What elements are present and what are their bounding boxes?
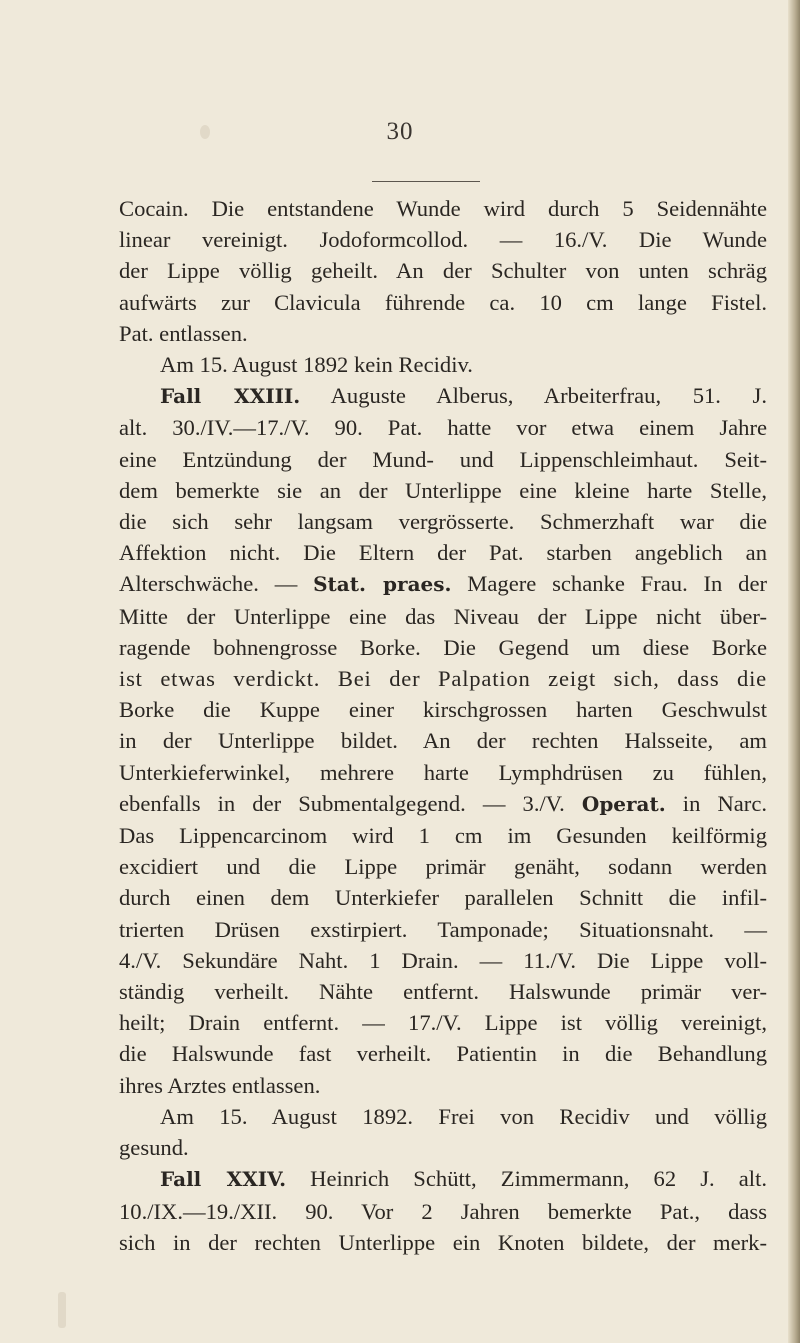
text-line: linear vereinigt. Jodoformcollod. — 16./V. Die Wunde bbox=[119, 227, 767, 253]
text-fragment: in Narc. bbox=[665, 790, 768, 816]
section-label: Operat. bbox=[581, 791, 666, 816]
text-line: Am 15. August 1892. Frei von Recidiv und völlig bbox=[160, 1103, 767, 1129]
text-line: in der Unterlippe bildet. An der rechten Halsseite, am bbox=[119, 728, 767, 754]
text-line: Affektion nicht. Die Eltern der Pat. starben angeblich an bbox=[119, 540, 767, 566]
case-heading-line bbox=[119, 1163, 767, 1195]
case-heading-line bbox=[119, 380, 767, 412]
page-number-rule bbox=[372, 181, 480, 182]
text-line: eine Entzündung der Mund- und Lippenschleimhaut. Seit- bbox=[119, 446, 767, 472]
text-line: die Halswunde fast verheilt. Patientin in die Behandlung bbox=[119, 1041, 767, 1067]
text-line: durch einen dem Unterkiefer parallelen Schnitt die infil- bbox=[119, 885, 767, 911]
text-line: alt. 30./IV.—17./V. 90. Pat. hatte vor etwa einem Jahre bbox=[119, 415, 767, 441]
text-line: 4./V. Sekundäre Naht. 1 Drain. — 11./V. Die Lippe voll- bbox=[119, 947, 767, 973]
text-fragment: ebenfalls in der Submentalgegend. — 3./V. bbox=[119, 790, 582, 816]
text-line: ist etwas verdickt. Bei der Palpation zeigt sich, dass die bbox=[119, 666, 767, 692]
text-line: trierten Drüsen exstirpiert. Tamponade; Situationsnaht. — bbox=[119, 916, 767, 942]
section-label: Stat. praes. bbox=[313, 572, 452, 597]
page-number: 30 bbox=[386, 118, 414, 145]
text-line: heilt; Drain entfernt. — 17./V. Lippe ist völlig vereinigt, bbox=[119, 1010, 767, 1036]
text-line: Pat. entlassen. bbox=[119, 320, 248, 346]
text-line: gesund. bbox=[119, 1135, 189, 1161]
text-line: ständig verheilt. Nähte entfernt. Halswunde primär ver- bbox=[119, 979, 767, 1005]
text-line: Cocain. Die entstandene Wunde wird durch 5 Seidennähte bbox=[119, 196, 767, 221]
text-fragment: Heinrich Schütt, Zimmermann, 62 J. alt. bbox=[286, 1166, 767, 1192]
text-line: der Lippe völlig geheilt. An der Schulter von unten schräg bbox=[119, 258, 767, 284]
text-line: die sich sehr langsam vergrösserte. Schmerzhaft war die bbox=[119, 509, 767, 535]
text-fragment: Magere schanke Frau. In der bbox=[451, 571, 767, 597]
text-line bbox=[119, 788, 767, 820]
paper-stain bbox=[58, 1292, 66, 1328]
body-text bbox=[119, 193, 767, 1258]
text-line: Am 15. August 1892 kein Recidiv. bbox=[160, 352, 473, 378]
text-fragment: Alterschwäche. — bbox=[119, 571, 314, 597]
text-line: Borke die Kuppe einer kirschgrossen harten Geschwulst bbox=[119, 697, 767, 723]
text-line: excidiert und die Lippe primär genäht, sodann werden bbox=[119, 854, 767, 880]
text-line: Mitte der Unterlippe eine das Niveau der Lippe nicht über- bbox=[119, 603, 767, 629]
text-line: ragende bohnengrosse Borke. Die Gegend um diese Borke bbox=[119, 634, 767, 660]
text-line: 10./IX.—19./XII. 90. Vor 2 Jahren bemerkte Pat., dass bbox=[119, 1198, 767, 1224]
case-heading: Fall XXIV. bbox=[160, 1167, 287, 1192]
text-line: dem bemerkte sie an der Unterlippe eine kleine harte Stelle, bbox=[119, 477, 767, 503]
text-line: sich in der rechten Unterlippe ein Knoten bildete, der merk- bbox=[119, 1229, 767, 1255]
text-line: Unterkieferwinkel, mehrere harte Lymphdrüsen zu fühlen, bbox=[119, 759, 767, 785]
case-heading: Fall XXIII. bbox=[160, 384, 301, 409]
text-line bbox=[119, 568, 767, 600]
text-line: ihres Arztes entlassen. bbox=[119, 1072, 321, 1098]
text-line: Das Lippencarcinom wird 1 cm im Gesunden keilförmig bbox=[119, 823, 767, 849]
text-fragment: Auguste Alberus, Arbeiterfrau, 51. J. bbox=[300, 383, 767, 409]
text-line: aufwärts zur Clavicula führende ca. 10 cm lange Fistel. bbox=[119, 289, 767, 315]
page-edge-shadow bbox=[788, 0, 800, 1343]
